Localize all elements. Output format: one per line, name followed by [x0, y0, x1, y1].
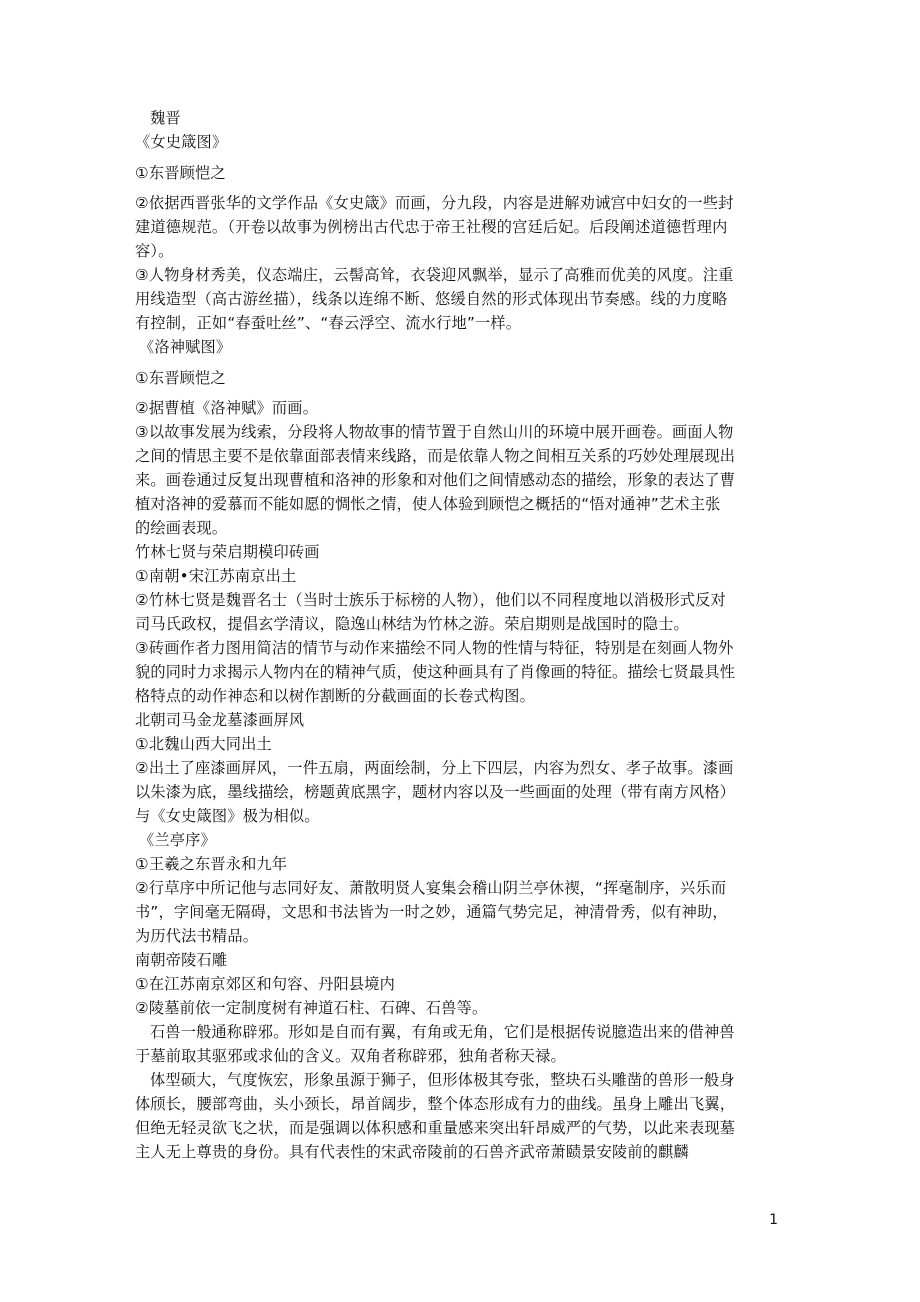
- paragraph-line: 于墓前取其驱邪或求仙的含义。双角者称辟邪，独角者称天禄。: [135, 1047, 566, 1065]
- text-line: ①北魏山西大同出土: [135, 735, 272, 753]
- text-line: ②依据西晋张华的文学作品《女史箴》而画，分九段，内容是进解劝诫宫中妇女的一些封: [135, 194, 734, 212]
- text-line: ③人物身材秀美，仪态端庄，云髻高耸，衣袋迎风飘举，显示了高雅而优美的风度。注重: [135, 266, 734, 284]
- page-number: 1: [769, 1212, 778, 1228]
- text-line: ②竹林七贤是魏晋名士（当时士族乐于标榜的人物），他们以不同程度地以消极形式反对: [135, 591, 726, 609]
- text-line: ①王羲之东晋永和九年: [135, 855, 288, 873]
- text-line: 的绘画表现。: [135, 519, 228, 537]
- text-line: 用线造型（高古游丝描），线条以连绵不断、悠缓自然的形式体现出节奏感。线的力度略: [135, 290, 728, 308]
- text-line: ①在江苏南京郊区和句容、丹阳县境内: [135, 975, 396, 993]
- text-line: 司马氏政权，提倡玄学清议，隐逸山林结为竹林之游。荣启期则是战国时的隐士。: [135, 615, 689, 633]
- text-line: ①东晋顾恺之: [135, 369, 226, 387]
- paragraph-line: 主人无上尊贵的身份。具有代表性的宋武帝陵前的石兽齐武帝萧赜景安陵前的麒麟: [135, 1143, 689, 1161]
- text-line: ③以故事发展为线索，分段将人物故事的情节置于自然山川的环境中展开画卷。画面人物: [135, 423, 734, 441]
- text-line: ②陵墓前依一定制度树有神道石柱、石碑、石兽等。: [135, 999, 488, 1017]
- paragraph-line: 体颀长，腰部弯曲，头小颈长，昂首阔步，整个体态形成有力的曲线。虽身上雕出飞翼，: [135, 1095, 736, 1113]
- paragraph-line: 石兽一般通称辟邪。形如是自而有翼，有角或无角，它们是根据传说臆造出来的借神兽: [150, 1023, 735, 1041]
- text-line: 之间的情思主要不是依靠面部表情来线路，而是依靠人物之间相互关系的巧妙处理展现出: [135, 447, 736, 465]
- title-nvshizhentu: 《女史箴图》: [135, 133, 228, 151]
- title-nanchaodiling: 南朝帝陵石雕: [135, 951, 228, 969]
- text-line: ①东晋顾恺之: [135, 164, 226, 182]
- text-line: 有控制，正如“春蚕吐丝”、“春云浮空、流水行地”一样。: [135, 314, 522, 332]
- paragraph-line: 但绝无轻灵欲飞之状，而是强调以体积感和重量感来突出轩昂威严的气势，以此来表现墓: [135, 1119, 736, 1137]
- text-line: 来。画卷通过反复出现曹植和洛神的形象和对他们之间情感动态的描绘，形象的表达了曹: [135, 471, 736, 489]
- text-line: 与《女史箴图》极为相似。: [135, 807, 320, 825]
- title-zhulinqixian: 竹林七贤与荣启期模印砖画: [135, 543, 320, 561]
- text-line: ③砖画作者力图用简洁的情节与动作来描绘不同人物的性情与特征，特别是在刻画人物外: [135, 639, 734, 657]
- text-line: 容）。: [135, 242, 174, 260]
- title-lantingxu: 《兰亭序》: [139, 831, 216, 849]
- text-line: 貌的同时力求揭示人物内在的精神气质，使这种画具有了肖像画的特征。描绘七贤最具性: [135, 663, 736, 681]
- text-line: 为历代法书精品。: [135, 927, 259, 945]
- text-line: 以朱漆为底，墨线描绘，榜题黄底黑字，题材内容以及一些画面的处理（带有南方风格）: [135, 783, 736, 801]
- text-line: 植对洛神的爱慕而不能如愿的惆怅之情，使人体验到顾恺之概括的“悟对通神”艺术主张: [135, 495, 721, 513]
- heading-weijin: 魏晋: [150, 109, 181, 127]
- text-line: 建道德规范。（开卷以故事为例榜出古代忠于帝王社稷的宫廷后妃。后段阐述道德哲理内: [135, 218, 728, 236]
- text-line: ②出土了座漆画屏风，一件五扇，两面绘制，分上下四层，内容为烈女、孝子故事。漆画: [135, 759, 734, 777]
- text-line: 格特点的动作神态和以树作割断的分截画面的长卷式构图。: [135, 687, 536, 705]
- title-luoshenfutu: 《洛神赋图》: [139, 338, 232, 356]
- paragraph-line: 体型硕大，气度恢宏，形象虽源于狮子，但形体极其夸张，整块石头雕凿的兽形一般身: [150, 1071, 735, 1089]
- text-line: ②据曹植《洛神赋》而画。: [135, 399, 319, 417]
- text-line: ①南朝•宋江苏南京出土: [135, 567, 297, 585]
- text-line: 书”，字间毫无隔碍，文思和书法皆为一时之妙，通篇气势完足，神清骨秀，似有神助，: [135, 903, 728, 921]
- text-line: ②行草序中所记他与志同好友、萧散明贤人宴集会稽山阴兰亭休禊，“挥毫制序，兴乐而: [135, 879, 727, 897]
- title-simajinlong: 北朝司马金龙墓漆画屏风: [135, 711, 305, 729]
